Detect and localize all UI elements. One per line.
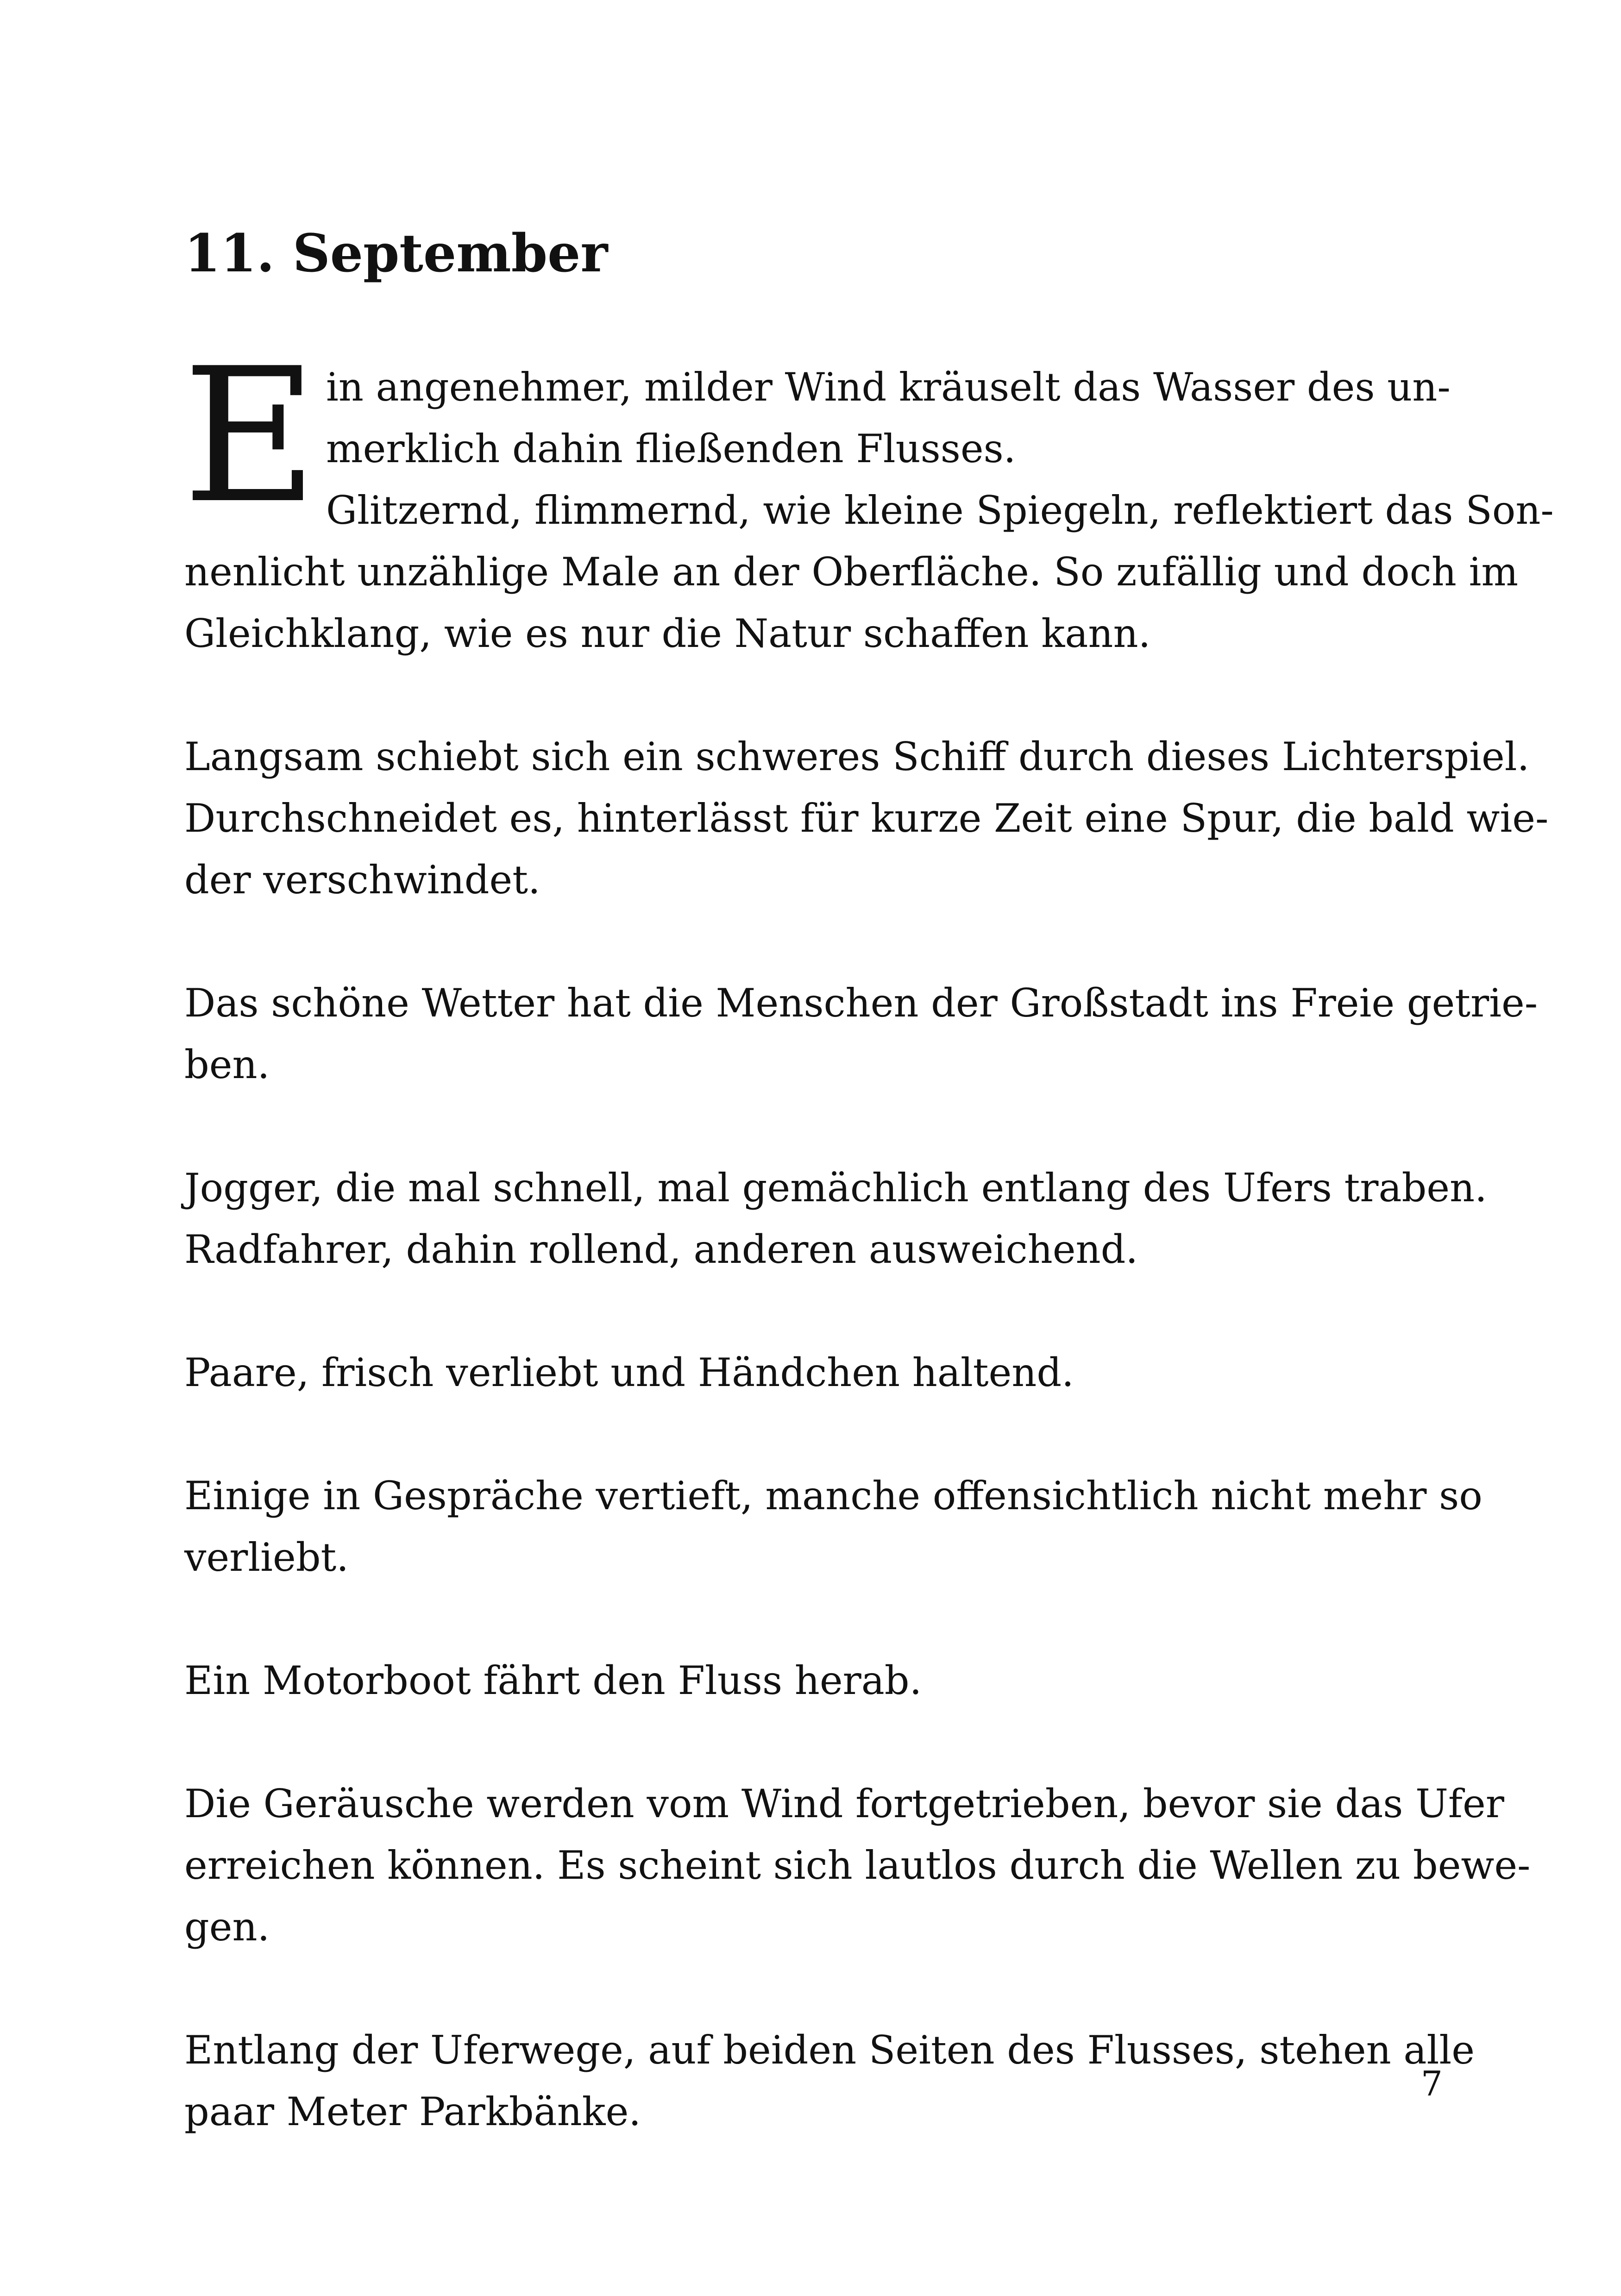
paragraph-8 [184,1773,1531,1958]
paragraph-2 [184,726,1549,911]
text-line: Die Geräusche werden vom Wind fortgetrieben, bevor sie das Ufer [184,1781,1504,1826]
text-line: erreichen können. Es scheint sich lautlos durch die Wellen zu bewe- [184,1843,1531,1888]
body-text [182,329,1554,2204]
text-line: ben. [184,1042,270,1087]
dropcap-letter: E [182,329,318,544]
paragraph-3 [184,972,1538,1096]
text-line: verliebt. [184,1535,349,1580]
text-line: der verschwindet. [184,857,540,903]
text-line: paar Meter Parkbänke. [184,2089,641,2134]
text-line: Jogger, die mal schnell, mal gemächlich entlang des Ufers traben. [184,1165,1487,1211]
text-line: Paare, frisch verliebt und Händchen haltend. [184,1350,1074,1395]
page-number: 7 [1420,2064,1443,2104]
text-line: in angenehmer, milder Wind kräuselt das Wasser des un- [326,364,1451,410]
text-line: merklich dahin fließenden Flusses. [326,426,1016,471]
paragraph-7 [184,1650,1442,1712]
text-line: nenlicht unzählige Male an der Oberfläche. So zufällig und doch im [184,549,1519,595]
text-line: Das schöne Wetter hat die Menschen der Großstadt ins Freie getrie- [184,980,1538,1026]
paragraph-1 [182,329,1554,665]
text-line: Radfahrer, dahin rollend, anderen ausweichend. [184,1227,1138,1272]
text-line: gen. [184,1904,270,1950]
paragraph-5 [184,1342,1442,1404]
text-line: Langsam schiebt sich ein schweres Schiff durch dieses Lichterspiel. [184,734,1530,779]
chapter-title: 11. September [184,223,608,284]
paragraph-9 [184,2020,1475,2143]
text-line: Durchschneidet es, hinterlässt für kurze Zeit eine Spur, die bald wie- [184,796,1549,841]
text-line: Gleichklang, wie es nur die Natur schaffen kann. [184,611,1151,656]
text-line: Glitzernd, flimmernd, wie kleine Spiegeln, reflektiert das Son- [326,488,1554,533]
paragraph-6 [184,1465,1483,1588]
text-line: Ein Motorboot fährt den Fluss herab. [184,1658,922,1703]
paragraph-4 [184,1157,1487,1280]
text-line: Einige in Gespräche vertieft, manche offensichtlich nicht mehr so [184,1473,1483,1518]
text-line: Entlang der Uferwege, auf beiden Seiten des Flusses, stehen alle [184,2027,1475,2073]
